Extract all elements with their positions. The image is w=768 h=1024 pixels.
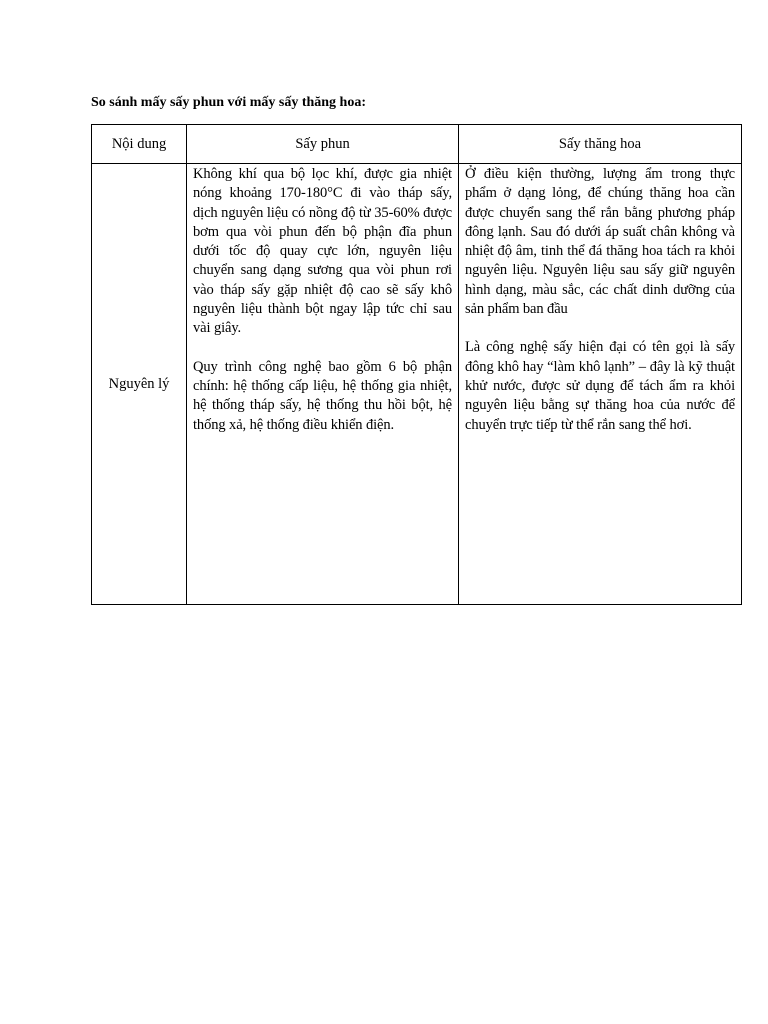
header-spray-drying: Sấy phun <box>187 125 459 164</box>
freeze-drying-paragraph: Là công nghệ sấy hiện đại có tên gọi là sấy đông khô hay “làm khô lạnh” – đây là kỹ thuật khử nước, được sử dụng để tách ẩm ra khỏi nguyên liệu bằng sự thăng hoa của nước để chuyển trực tiếp từ thể rắn sang thể hơi. <box>465 339 735 433</box>
spray-drying-paragraph: Không khí qua bộ lọc khí, được gia nhiệt nóng khoảng 170-180°C đi vào tháp sấy, dịch nguyên liệu có nồng độ từ 35-60% được bơm qua vòi phun đến bộ phận đĩa phun dưới tốc độ quay cực lớn, nguyên liệu chuyển sang dạng sương qua vòi phun rơi vào tháp sấy gặp nhiệt độ cao sẽ sấy khô nguyên liệu thành bột ngay lập tức chỉ sau vài giây. <box>193 166 452 337</box>
header-freeze-drying: Sấy thăng hoa <box>459 125 742 164</box>
freeze-drying-paragraph: Ở điều kiện thường, lượng ẩm trong thực phẩm ở dạng lỏng, để chúng thăng hoa cần được chuyển sang thể rắn bằng phương pháp đông lạnh. Sau đó dưới áp suất chân không và nhiệt độ âm, tinh thể đá thăng hoa tách ra khỏi nguyên liệu. Nguyên liệu sau sấy giữ nguyên hình dạng, màu sắc, các chất dinh dưỡng của sản phẩm ban đầu <box>465 166 735 318</box>
table-header-row <box>92 125 742 164</box>
freeze-drying-cell <box>459 164 742 605</box>
header-content: Nội dung <box>92 125 187 164</box>
document-title: So sánh mấy sấy phun với mấy sấy thăng hoa: <box>91 95 366 110</box>
comparison-table <box>91 124 742 605</box>
table-row <box>92 164 742 605</box>
row-label-principle: Nguyên lý <box>92 164 187 605</box>
spray-drying-cell <box>187 164 459 605</box>
spray-drying-paragraph: Quy trình công nghệ bao gồm 6 bộ phận chính: hệ thống cấp liệu, hệ thống gia nhiệt, hệ thống tháp sấy, hệ thống thu hồi bột, hệ thống xả, hệ thống điều khiển điện. <box>193 358 452 433</box>
